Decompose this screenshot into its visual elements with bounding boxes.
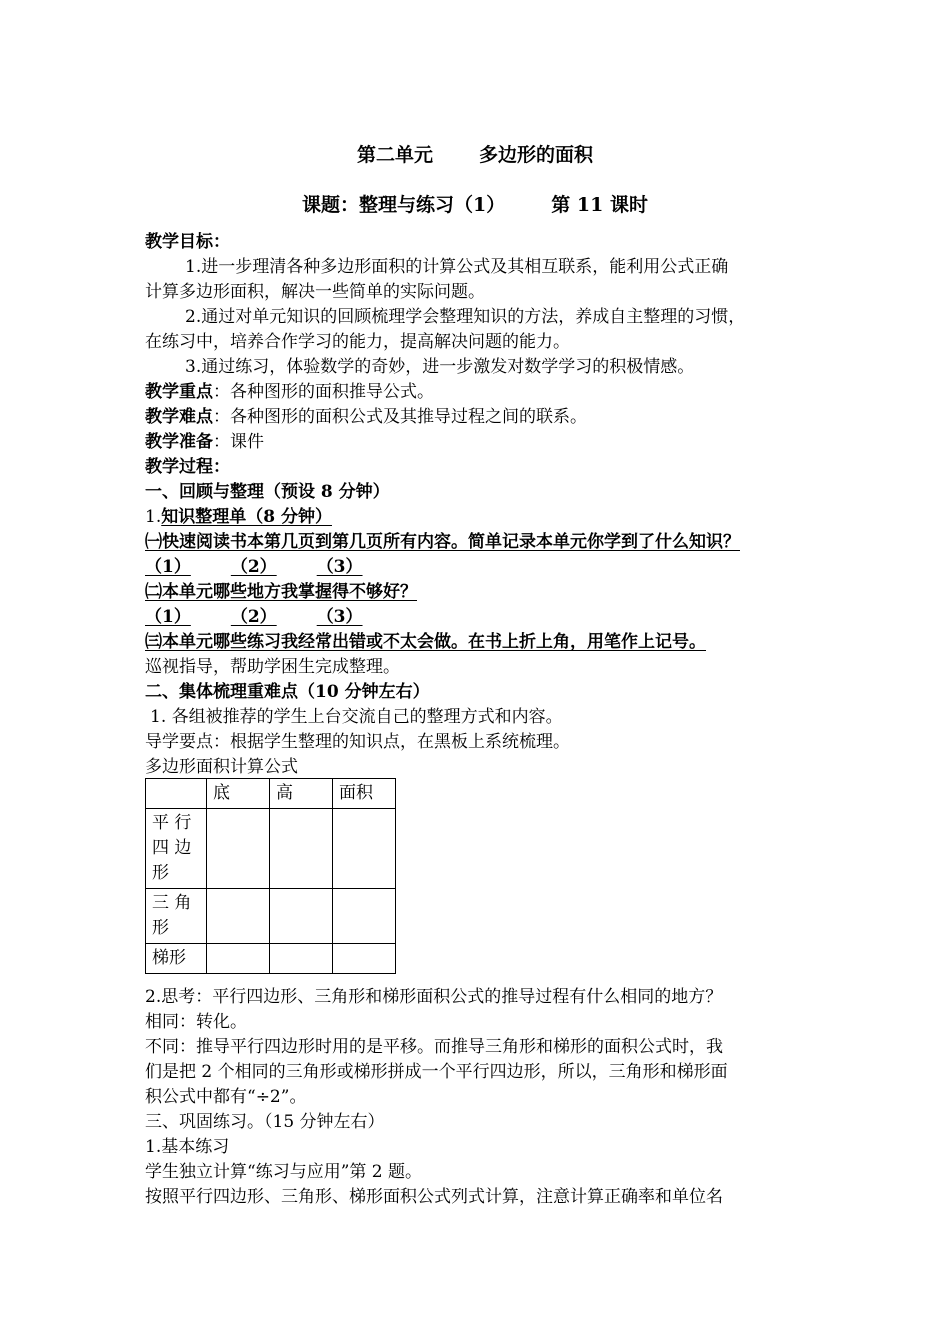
same-answer: 相同：转化。 [145, 1012, 247, 1032]
table-cell [207, 889, 270, 944]
goal-1a: 1.进一步理清各种多边形面积的计算公式及其相互联系，能利用公式正确 [185, 257, 729, 277]
table-cell [333, 944, 396, 974]
difficulty-text: ：各种图形的面积公式及其推导过程之间的联系。 [213, 407, 587, 427]
table-cell [333, 809, 396, 889]
slot: （1） [145, 607, 191, 627]
difference-c: 积公式中都有“÷2”。 [145, 1087, 307, 1107]
question-1: ㈠快速阅读书本第几页到第几页所有内容。简单记录本单元你学到了什么知识？ [145, 532, 740, 552]
think-question: 2.思考：平行四边形、三角形和梯形面积公式的推导过程有什么相同的地方？ [145, 987, 723, 1007]
section-3-line-2: 按照平行四边形、三角形、梯形面积公式列式计算，注意计算正确率和单位名 [145, 1187, 723, 1207]
table-row [146, 944, 396, 974]
header-cell [146, 779, 207, 809]
slot: （1） [145, 557, 191, 577]
table-caption: 多边形面积计算公式 [145, 757, 298, 777]
header-cell: 底 [207, 779, 270, 809]
goal-2b: 在练习中，培养合作学习的能力，提高解决问题的能力。 [145, 332, 570, 352]
slot: （3） [316, 557, 363, 577]
key-label: 教学重点 [145, 382, 213, 402]
goals-heading: 教学目标： [145, 232, 230, 252]
question-2: ㈡本单元哪些地方我掌握得不够好？ [145, 582, 417, 602]
section-3-heading: 三、巩固练习。（15 分钟左右） [145, 1112, 385, 1132]
key-text: ：各种图形的面积推导公式。 [213, 382, 434, 402]
difference-a: 不同：推导平行四边形时用的是平移。而推导三角形和梯形的面积公式时，我 [145, 1037, 723, 1057]
item-title: 知识整理单（8 分钟） [161, 507, 332, 527]
table-header-row [146, 779, 396, 809]
table-row [146, 889, 396, 944]
process-heading: 教学过程： [145, 457, 230, 477]
table-cell [333, 889, 396, 944]
question-1-slots [145, 555, 363, 579]
section-1-item [145, 505, 332, 529]
question-2-slots [145, 605, 363, 629]
header-cell: 高 [270, 779, 333, 809]
section-2-guide: 导学要点：根据学生整理的知识点，在黑板上系统梳理。 [145, 732, 570, 752]
prep-label: 教学准备 [145, 432, 213, 452]
row-label: 梯形 [146, 944, 207, 974]
section-3-item-1: 1.基本练习 [145, 1137, 230, 1157]
patrol-note: 巡视指导，帮助学困生完成整理。 [145, 657, 400, 677]
prep-text: ：课件 [213, 432, 264, 452]
slot: （3） [316, 607, 363, 627]
section-1-heading: 一、回顾与整理（预设 8 分钟） [145, 482, 390, 502]
goal-2a: 2.通过对单元知识的回顾梳理学会整理知识的方法，养成自主整理的习惯， [185, 307, 746, 327]
row-label: 平 行 四 边 形 [146, 809, 207, 889]
unit-title [0, 140, 950, 167]
goal-1b: 计算多边形面积，解决一些简单的实际问题。 [145, 282, 485, 302]
slot: （2） [230, 557, 277, 577]
lesson-name: 课题：整理与练习（1） [302, 194, 506, 216]
key-point [145, 380, 434, 404]
table-cell [270, 944, 333, 974]
item-number: 1. [145, 507, 162, 527]
unit-number: 第二单元 [356, 144, 433, 166]
lesson-period: 第 11 课时 [551, 194, 648, 216]
slot: （2） [230, 607, 277, 627]
lesson-title [0, 190, 950, 217]
difficulty-label: 教学难点 [145, 407, 213, 427]
header-cell: 面积 [333, 779, 396, 809]
table-cell [207, 809, 270, 889]
difference-b: 们是把 2 个相同的三角形或梯形拼成一个平行四边形，所以，三角形和梯形面 [145, 1062, 728, 1082]
section-2-item-1: 1. 各组被推荐的学生上台交流自己的整理方式和内容。 [150, 707, 563, 727]
difficulty-point [145, 405, 587, 429]
area-formula-table [145, 778, 396, 974]
row-label: 三 角 形 [146, 889, 207, 944]
unit-topic: 多边形的面积 [479, 144, 594, 166]
table-row [146, 809, 396, 889]
table-cell [270, 809, 333, 889]
goal-3: 3.通过练习，体验数学的奇妙，进一步激发对数学学习的积极情感。 [185, 357, 695, 377]
table-cell [207, 944, 270, 974]
preparation [145, 430, 264, 454]
section-2-heading: 二、集体梳理重难点（10 分钟左右） [145, 682, 430, 702]
section-3-line-1: 学生独立计算“练习与应用”第 2 题。 [145, 1162, 423, 1182]
question-3: ㈢本单元哪些练习我经常出错或不太会做。在书上折上角，用笔作上记号。 [145, 632, 706, 652]
table-cell [270, 889, 333, 944]
